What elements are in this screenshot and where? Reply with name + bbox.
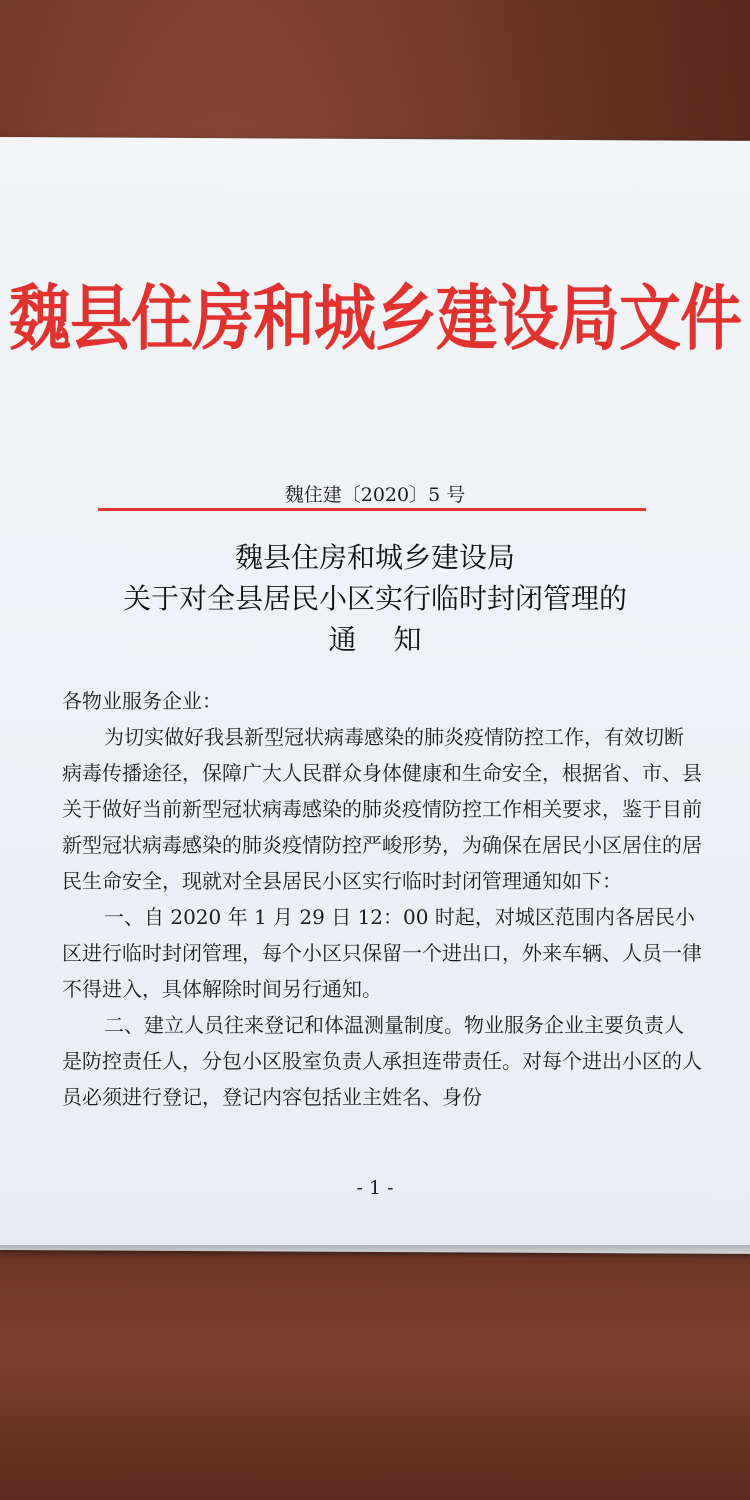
salutation: 各物业服务企业： xyxy=(62,689,222,713)
title-line-3: 通 知 xyxy=(328,623,436,656)
document-title xyxy=(0,537,750,660)
page-edge-shadow xyxy=(0,1245,750,1259)
body-paragraph-2: 一、自 2020 年 1 月 29 日 12：00 时起，对城区范围内各居民小区进行临时封闭管理，每个小区只保留一个进出口，外来车辆、人员一律不得进入，具体解除时间另行通知。 xyxy=(62,905,702,1001)
body-paragraph-3: 二、建立人员往来登记和体温测量制度。物业服务企业主要负责人是防控责任人，分包小区股室负责人承担连带责任。对每个进出小区的人员必须进行登记，登记内容包括业主姓名、身份 xyxy=(62,1013,702,1109)
table-surface xyxy=(0,1250,750,1500)
issuer-title: 魏县住房和城乡建设局文件 xyxy=(8,276,741,361)
red-divider-line xyxy=(98,508,646,511)
title-line-1: 魏县住房和城乡建设局 xyxy=(234,541,515,574)
document-body xyxy=(62,683,702,1115)
page-number: - 1 - xyxy=(356,1177,394,1199)
document-number: 魏住建〔2020〕5 号 xyxy=(284,484,466,506)
title-line-2: 关于对全县居民小区实行临时封闭管理的 xyxy=(122,582,627,615)
body-paragraph-1: 为切实做好我县新型冠状病毒感染的肺炎疫情防控工作，有效切断病毒传播途径，保障广大人民群众身体健康和生命安全，根据省、市、县关于做好当前新型冠状病毒感染的肺炎疫情防控工作相关要求，鉴于目前新型冠状病毒感染的肺炎疫情防控严峻形势，为确保在居民小区居住的居民生命安全，现就对全县居民小区实行临时封闭管理通知如下： xyxy=(62,725,702,893)
